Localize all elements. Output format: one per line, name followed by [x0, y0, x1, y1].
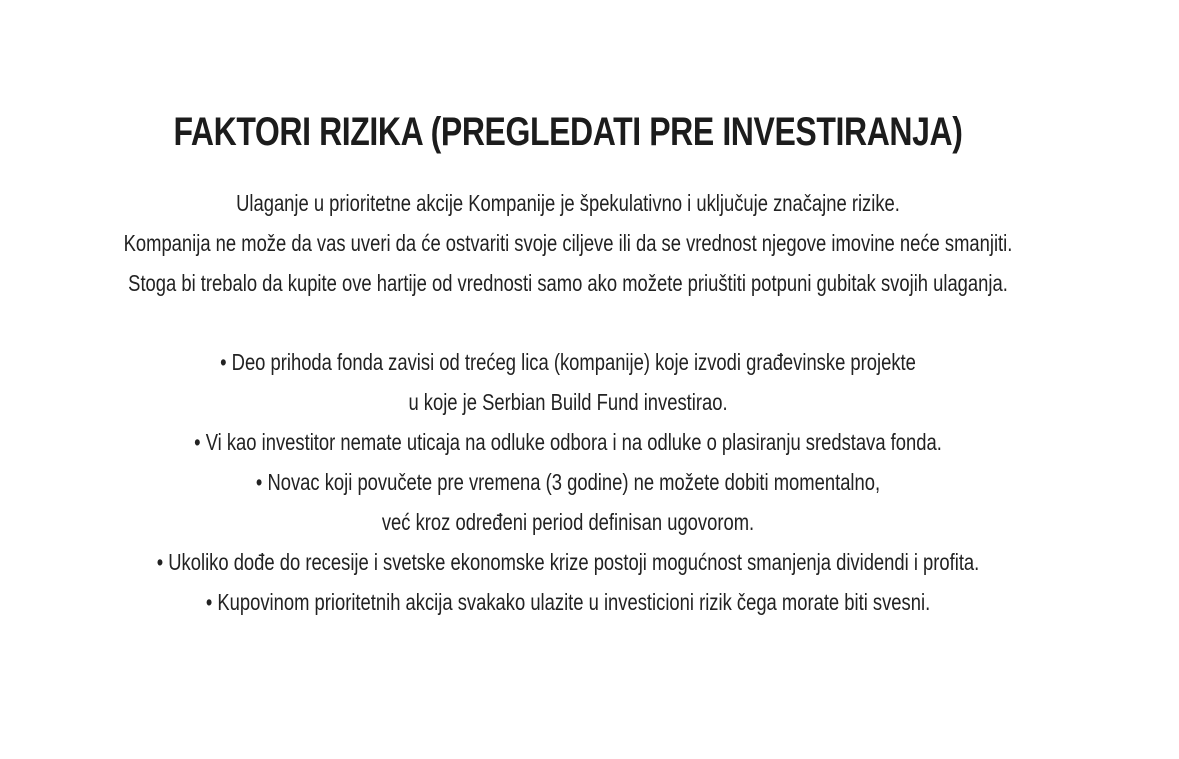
risk-bullet-4: • Ukoliko dođe do recesije i svetske ekonomske krize postoji mogućnost smanjenja dividendi i profita.	[156, 549, 980, 575]
risk-bullet-3-continuation: već kroz određeni period definisan ugovorom.	[381, 509, 755, 535]
intro-line-1: Ulaganje u prioritetne akcije Kompanije je špekulativno i uključuje značajne rizike.	[236, 190, 900, 216]
intro-line-2: Kompanija ne može da vas uveri da će ostvariti svoje ciljeve ili da se vrednost njegove imovine neće smanjiti.	[123, 230, 1013, 256]
risk-bullet-2: • Vi kao investitor nemate uticaja na odluke odbora i na odluke o plasiranju sredstava fonda.	[194, 429, 942, 455]
risk-bullet-1: • Deo prihoda fonda zavisi od trećeg lica (kompanije) koje izvodi građevinske projekte	[220, 349, 916, 375]
risk-bullet-1-continuation: u koje je Serbian Build Fund investirao.	[408, 389, 728, 415]
risk-bullet-3: • Novac koji povučete pre vremena (3 godine) ne možete dobiti momentalno,	[255, 469, 881, 495]
page-title: FAKTORI RIZIKA (PREGLEDATI PRE INVESTIRANJA)	[173, 110, 963, 154]
risk-bullet-5: • Kupovinom prioritetnih akcija svakako ulazite u investicioni rizik čega morate biti svesni.	[205, 589, 931, 615]
intro-line-3: Stoga bi trebalo da kupite ove hartije od vrednosti samo ako možete priuštiti potpuni gubitak svojih ulaganja.	[128, 270, 1008, 296]
